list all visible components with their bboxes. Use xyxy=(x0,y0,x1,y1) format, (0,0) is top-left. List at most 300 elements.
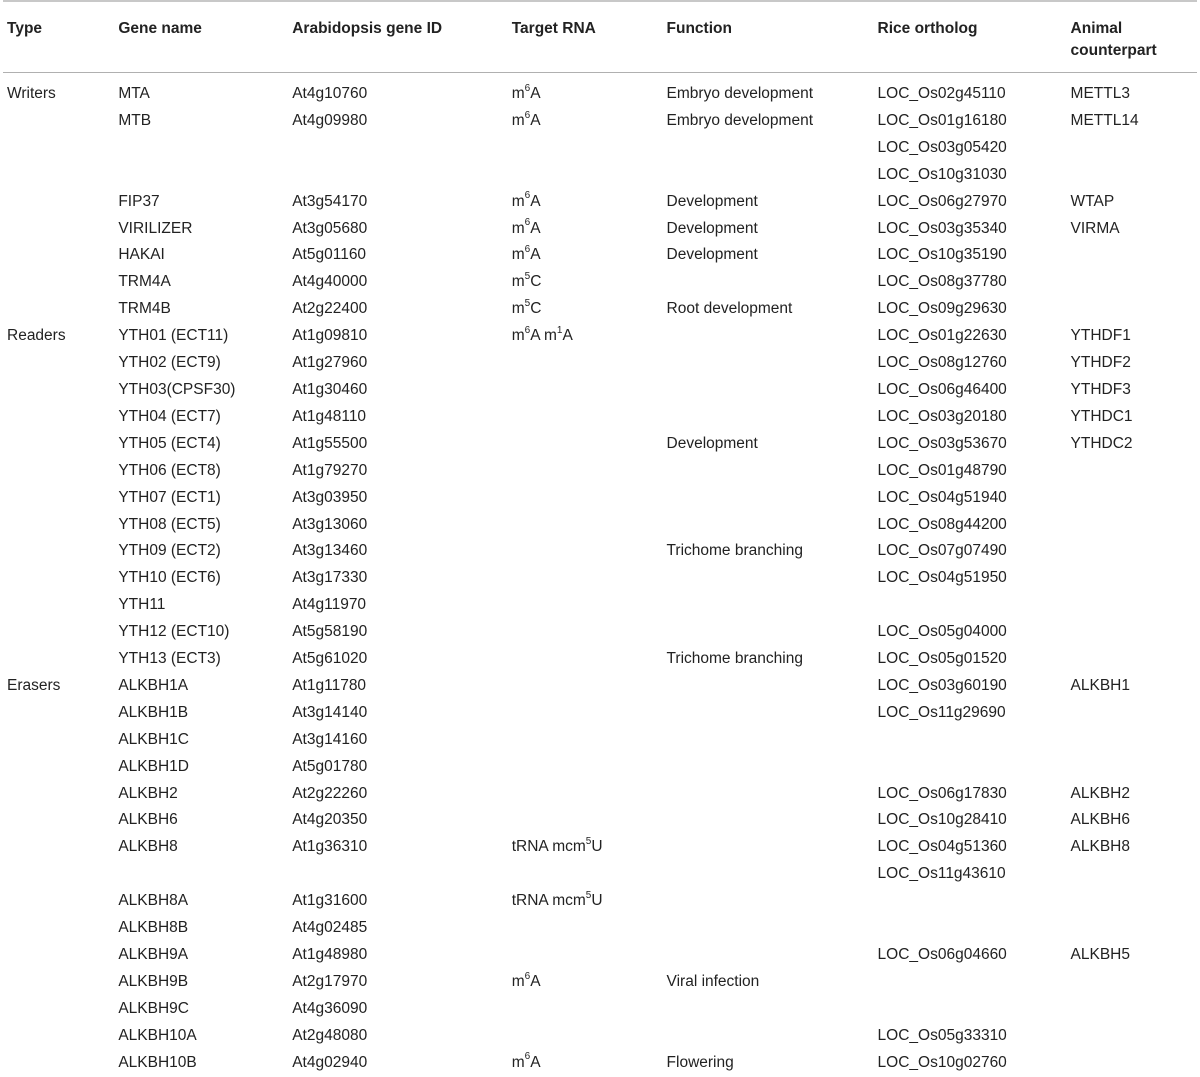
cell-gene-id: At4g09980 xyxy=(292,111,368,129)
cell-gene-name: ALKBH1B xyxy=(118,703,189,721)
cell-gene-name: VIRILIZER xyxy=(118,219,193,237)
table-row xyxy=(3,216,1197,243)
table-row xyxy=(3,458,1197,485)
cell-gene-name: ALKBH8 xyxy=(118,838,178,856)
cell-type xyxy=(3,807,114,834)
table-row xyxy=(3,996,1197,1023)
cell-type xyxy=(3,162,114,189)
cell-animal-counterpart: ALKBH8 xyxy=(1070,838,1130,856)
cell-rice-ortholog: LOC_Os11g43610 xyxy=(877,865,1006,883)
cell-gene-name xyxy=(114,135,288,162)
cell-target-rna xyxy=(508,861,663,888)
cell-type xyxy=(3,942,114,969)
cell-gene-name: YTH11 xyxy=(118,596,166,614)
cell-animal-counterpart xyxy=(1067,1050,1197,1077)
cell-animal-counterpart xyxy=(1067,754,1197,781)
cell-gene-name xyxy=(114,162,288,189)
cell-type xyxy=(3,135,114,162)
cell-rice-ortholog: LOC_Os05g01520 xyxy=(877,650,1007,668)
cell-animal-counterpart: YTHDC1 xyxy=(1070,407,1133,425)
header-target-rna: Target RNA xyxy=(508,1,663,73)
cell-animal-counterpart: METTL14 xyxy=(1070,111,1139,129)
cell-gene-name: ALKBH9C xyxy=(118,999,189,1017)
cell-target-rna xyxy=(508,592,663,619)
cell-function xyxy=(663,619,874,646)
cell-function: Flowering xyxy=(666,1053,734,1071)
cell-rice-ortholog: LOC_Os01g22630 xyxy=(877,327,1007,345)
cell-animal-counterpart xyxy=(1067,969,1197,996)
cell-gene-id: At1g48110 xyxy=(292,407,367,425)
table-row xyxy=(3,592,1197,619)
cell-gene-id: At2g17970 xyxy=(292,972,368,990)
cell-gene-name: YTH10 (ECT6) xyxy=(118,569,221,587)
cell-function xyxy=(663,377,874,404)
cell-rice-ortholog xyxy=(874,969,1067,996)
cell-rice-ortholog: LOC_Os01g16180 xyxy=(877,111,1007,129)
cell-function xyxy=(663,888,874,915)
cell-gene-id xyxy=(288,861,508,888)
cell-rice-ortholog: LOC_Os03g53670 xyxy=(877,434,1007,452)
cell-animal-counterpart xyxy=(1067,538,1197,565)
cell-function xyxy=(663,727,874,754)
cell-gene-id: At5g58190 xyxy=(292,623,368,641)
cell-function xyxy=(663,915,874,942)
cell-rice-ortholog: LOC_Os08g37780 xyxy=(877,273,1007,291)
cell-animal-counterpart xyxy=(1067,888,1197,915)
cell-target-rna xyxy=(508,135,663,162)
cell-target-rna xyxy=(508,1023,663,1050)
cell-type xyxy=(3,216,114,243)
cell-rice-ortholog: LOC_Os03g20180 xyxy=(877,407,1007,425)
cell-type xyxy=(3,1023,114,1050)
table-row xyxy=(3,619,1197,646)
cell-target-rna: $m^6A$ xyxy=(511,82,541,102)
cell-rice-ortholog: LOC_Os03g60190 xyxy=(877,676,1007,694)
cell-gene-id: At3g13060 xyxy=(292,515,368,533)
table-row xyxy=(3,73,1197,108)
cell-target-rna: $m^6A$ xyxy=(511,244,541,264)
cell-function: Root development xyxy=(666,300,793,318)
cell-gene-name: ALKBH9A xyxy=(118,946,189,963)
table-row xyxy=(3,781,1197,808)
cell-rice-ortholog: LOC_Os01g48790 xyxy=(877,461,1007,479)
cell-gene-id: At3g13460 xyxy=(292,542,368,560)
cell-target-rna xyxy=(508,646,663,673)
cell-rice-ortholog: LOC_Os07g07490 xyxy=(877,542,1007,560)
header-arabidopsis-gene-id: Arabidopsis gene ID xyxy=(288,1,508,73)
table-row xyxy=(3,242,1197,269)
cell-rice-ortholog: LOC_Os10g02760 xyxy=(877,1053,1007,1071)
cell-target-rna xyxy=(508,404,663,431)
cell-target-rna xyxy=(508,915,663,942)
cell-gene-id: At3g14160 xyxy=(292,730,368,748)
cell-gene-id: At3g14140 xyxy=(292,703,368,721)
cell-function: Development xyxy=(666,219,758,237)
cell-animal-counterpart xyxy=(1067,242,1197,269)
cell-gene-id: At2g22260 xyxy=(292,784,368,802)
cell-type xyxy=(3,458,114,485)
cell-type xyxy=(3,888,114,915)
cell-target-rna xyxy=(508,458,663,485)
gene-table xyxy=(3,0,1197,1077)
cell-function xyxy=(663,807,874,834)
cell-gene-id: At1g11780 xyxy=(292,676,367,694)
cell-type: Readers xyxy=(7,327,66,345)
cell-function xyxy=(663,1023,874,1050)
cell-target-rna xyxy=(508,350,663,377)
cell-gene-name: YTH08 (ECT5) xyxy=(118,515,221,533)
cell-gene-id: At2g22400 xyxy=(292,300,368,318)
cell-gene-name: ALKBH2 xyxy=(118,784,178,802)
cell-gene-id: At1g79270 xyxy=(292,461,368,479)
cell-function: Development xyxy=(666,192,758,210)
cell-type xyxy=(3,834,114,861)
header-function: Function xyxy=(663,1,874,73)
cell-animal-counterpart xyxy=(1067,727,1197,754)
cell-rice-ortholog: LOC_Os06g04660 xyxy=(877,946,1007,963)
table-row xyxy=(3,1023,1197,1050)
cell-type xyxy=(3,969,114,996)
cell-rice-ortholog xyxy=(874,754,1067,781)
cell-function xyxy=(663,834,874,861)
cell-function xyxy=(663,269,874,296)
cell-gene-name: YTH06 (ECT8) xyxy=(118,461,221,479)
cell-target-rna xyxy=(508,727,663,754)
table-row xyxy=(3,807,1197,834)
cell-animal-counterpart: ALKBH2 xyxy=(1070,784,1130,802)
table-header xyxy=(3,1,1197,73)
cell-function: Development xyxy=(666,434,758,452)
cell-gene-name: ALKBH1C xyxy=(118,730,189,748)
cell-gene-name: YTH01 (ECT11) xyxy=(118,327,229,345)
cell-target-rna: $m^6A$ xyxy=(511,217,541,237)
cell-target-rna xyxy=(508,754,663,781)
cell-rice-ortholog: LOC_Os06g17830 xyxy=(877,784,1007,802)
cell-animal-counterpart xyxy=(1067,565,1197,592)
table-row xyxy=(3,754,1197,781)
cell-type xyxy=(3,565,114,592)
cell-gene-id: At1g31600 xyxy=(292,892,368,910)
cell-function xyxy=(663,485,874,512)
cell-type xyxy=(3,538,114,565)
cell-rice-ortholog: LOC_Os10g35190 xyxy=(877,246,1007,264)
table-row xyxy=(3,269,1197,296)
cell-animal-counterpart: YTHDF1 xyxy=(1070,327,1131,345)
cell-gene-name: YTH07 (ECT1) xyxy=(118,488,221,506)
table-row xyxy=(3,162,1197,189)
cell-animal-counterpart: YTHDC2 xyxy=(1070,434,1133,452)
cell-function xyxy=(663,135,874,162)
cell-gene-id: At1g36310 xyxy=(292,838,368,856)
cell-function xyxy=(663,996,874,1023)
table-row xyxy=(3,323,1197,350)
cell-rice-ortholog: LOC_Os04g51950 xyxy=(877,569,1007,587)
cell-gene-id: At3g54170 xyxy=(292,192,368,210)
cell-rice-ortholog xyxy=(874,727,1067,754)
cell-gene-id: At4g11970 xyxy=(292,596,367,614)
cell-function: Embryo development xyxy=(666,85,813,102)
cell-animal-counterpart xyxy=(1067,1023,1197,1050)
cell-gene-name: YTH13 (ECT3) xyxy=(118,650,221,668)
cell-animal-counterpart xyxy=(1067,996,1197,1023)
cell-gene-name: TRM4A xyxy=(118,273,171,291)
cell-gene-name: ALKBH6 xyxy=(118,811,178,829)
cell-gene-id: At4g20350 xyxy=(292,811,368,829)
cell-function: Development xyxy=(666,246,758,264)
cell-type xyxy=(3,242,114,269)
table-row xyxy=(3,673,1197,700)
cell-gene-id: At5g61020 xyxy=(292,650,368,668)
cell-target-rna xyxy=(508,781,663,808)
cell-target-rna xyxy=(508,512,663,539)
cell-animal-counterpart: YTHDF3 xyxy=(1070,380,1131,398)
cell-animal-counterpart: METTL3 xyxy=(1070,85,1130,102)
cell-type xyxy=(3,646,114,673)
cell-target-rna xyxy=(508,377,663,404)
cell-gene-name: MTA xyxy=(118,85,150,102)
cell-rice-ortholog: LOC_Os02g45110 xyxy=(877,85,1006,102)
cell-gene-name xyxy=(114,861,288,888)
cell-target-rna: $m^6A$ xyxy=(511,109,541,129)
cell-animal-counterpart xyxy=(1067,700,1197,727)
cell-gene-id xyxy=(288,135,508,162)
cell-type xyxy=(3,189,114,216)
cell-gene-name: YTH05 (ECT4) xyxy=(118,434,221,452)
cell-animal-counterpart xyxy=(1067,646,1197,673)
cell-animal-counterpart: ALKBH5 xyxy=(1070,946,1130,963)
cell-rice-ortholog: LOC_Os04g51940 xyxy=(877,488,1007,506)
cell-gene-name: ALKBH1D xyxy=(118,757,189,775)
cell-rice-ortholog: LOC_Os10g28410 xyxy=(877,811,1007,829)
cell-animal-counterpart: ALKBH1 xyxy=(1070,676,1130,694)
cell-rice-ortholog: LOC_Os10g31030 xyxy=(877,165,1007,183)
cell-target-rna xyxy=(508,485,663,512)
cell-target-rna: $m^6A$ xyxy=(511,190,541,210)
cell-function xyxy=(663,673,874,700)
cell-function xyxy=(663,512,874,539)
cell-type xyxy=(3,861,114,888)
cell-gene-name: YTH03(CPSF30) xyxy=(118,380,236,398)
table-row xyxy=(3,942,1197,969)
table-row xyxy=(3,969,1197,996)
cell-function: Embryo development xyxy=(666,111,813,129)
cell-gene-id: At3g17330 xyxy=(292,569,368,587)
cell-gene-id: At5g01160 xyxy=(292,246,367,264)
cell-gene-name: HAKAI xyxy=(118,246,165,264)
cell-gene-name: ALKBH10A xyxy=(118,1026,197,1044)
cell-rice-ortholog xyxy=(874,888,1067,915)
cell-target-rna xyxy=(508,807,663,834)
cell-rice-ortholog: LOC_Os04g51360 xyxy=(877,838,1007,856)
cell-target-rna: tRNA mcm$^5$U xyxy=(511,836,603,856)
table-row xyxy=(3,565,1197,592)
cell-animal-counterpart: YTHDF2 xyxy=(1070,354,1131,372)
table-row xyxy=(3,350,1197,377)
cell-function: Trichome branching xyxy=(666,542,803,560)
table-row xyxy=(3,512,1197,539)
cell-target-rna: $m^6A$ $m^1A$ xyxy=(511,325,573,345)
cell-target-rna: tRNA mcm$^5$U xyxy=(511,890,603,910)
cell-target-rna xyxy=(508,700,663,727)
table-row xyxy=(3,108,1197,135)
cell-gene-id xyxy=(288,162,508,189)
cell-gene-name: FIP37 xyxy=(118,192,160,210)
cell-type xyxy=(3,485,114,512)
table-row xyxy=(3,1050,1197,1077)
cell-animal-counterpart xyxy=(1067,269,1197,296)
cell-gene-name: YTH09 (ECT2) xyxy=(118,542,221,560)
cell-gene-id: At1g55500 xyxy=(292,434,368,452)
cell-gene-id: At2g48080 xyxy=(292,1026,368,1044)
header-row xyxy=(3,1,1197,73)
cell-type xyxy=(3,404,114,431)
cell-target-rna xyxy=(508,162,663,189)
cell-target-rna xyxy=(508,565,663,592)
header-type: Type xyxy=(3,1,114,73)
cell-gene-name: ALKBH1A xyxy=(118,676,189,694)
cell-animal-counterpart: WTAP xyxy=(1070,192,1115,210)
cell-type xyxy=(3,108,114,135)
cell-animal-counterpart xyxy=(1067,135,1197,162)
cell-function xyxy=(663,565,874,592)
cell-rice-ortholog: LOC_Os08g44200 xyxy=(877,515,1007,533)
cell-function xyxy=(663,700,874,727)
cell-target-rna xyxy=(508,538,663,565)
cell-target-rna xyxy=(508,996,663,1023)
cell-animal-counterpart xyxy=(1067,619,1197,646)
cell-rice-ortholog: LOC_Os11g29690 xyxy=(877,703,1006,721)
cell-function xyxy=(663,861,874,888)
cell-gene-id: At5g01780 xyxy=(292,757,368,775)
table-row xyxy=(3,135,1197,162)
cell-target-rna: $m^6A$ xyxy=(511,1051,541,1071)
cell-rice-ortholog: LOC_Os06g27970 xyxy=(877,192,1007,210)
cell-rice-ortholog: LOC_Os09g29630 xyxy=(877,300,1007,318)
cell-rice-ortholog xyxy=(874,915,1067,942)
cell-function xyxy=(663,781,874,808)
cell-type xyxy=(3,592,114,619)
cell-gene-id: At4g40000 xyxy=(292,273,368,291)
table-row xyxy=(3,189,1197,216)
cell-gene-name: ALKBH8A xyxy=(118,892,189,910)
cell-target-rna xyxy=(508,619,663,646)
cell-animal-counterpart: VIRMA xyxy=(1070,219,1120,237)
cell-type xyxy=(3,1050,114,1077)
header-animal-counterpart: Animal counterpart xyxy=(1067,1,1197,73)
cell-function: Viral infection xyxy=(666,972,760,990)
table-row xyxy=(3,296,1197,323)
cell-gene-id: At3g05680 xyxy=(292,219,368,237)
cell-animal-counterpart xyxy=(1067,915,1197,942)
cell-animal-counterpart xyxy=(1067,592,1197,619)
cell-type: Writers xyxy=(7,85,56,102)
cell-type xyxy=(3,269,114,296)
cell-gene-id: At4g02485 xyxy=(292,919,368,937)
cell-function xyxy=(663,350,874,377)
cell-gene-id: At3g03950 xyxy=(292,488,368,506)
cell-gene-name: YTH04 (ECT7) xyxy=(118,407,221,425)
cell-target-rna xyxy=(508,942,663,969)
cell-animal-counterpart xyxy=(1067,458,1197,485)
table-row xyxy=(3,700,1197,727)
table-row xyxy=(3,915,1197,942)
cell-type xyxy=(3,431,114,458)
table-row xyxy=(3,404,1197,431)
cell-type xyxy=(3,727,114,754)
cell-function xyxy=(663,404,874,431)
table-body xyxy=(3,73,1197,1077)
cell-rice-ortholog: LOC_Os03g05420 xyxy=(877,138,1007,156)
table-row xyxy=(3,485,1197,512)
table-row xyxy=(3,646,1197,673)
cell-type xyxy=(3,781,114,808)
cell-function xyxy=(663,592,874,619)
cell-gene-name: MTB xyxy=(118,111,152,129)
cell-rice-ortholog xyxy=(874,592,1067,619)
cell-function: Trichome branching xyxy=(666,650,803,668)
cell-animal-counterpart: ALKBH6 xyxy=(1070,811,1130,829)
cell-type xyxy=(3,619,114,646)
cell-gene-id: At1g09810 xyxy=(292,327,368,345)
cell-gene-id: At1g27960 xyxy=(292,354,368,372)
cell-target-rna: $m^6A$ xyxy=(511,970,541,990)
header-rice-ortholog: Rice ortholog xyxy=(874,1,1067,73)
cell-rice-ortholog: LOC_Os05g33310 xyxy=(877,1026,1007,1044)
cell-target-rna xyxy=(508,431,663,458)
table-row xyxy=(3,431,1197,458)
cell-type xyxy=(3,754,114,781)
cell-rice-ortholog: LOC_Os06g46400 xyxy=(877,380,1007,398)
cell-function xyxy=(663,754,874,781)
cell-function xyxy=(663,323,874,350)
table-row xyxy=(3,377,1197,404)
cell-gene-name: YTH02 (ECT9) xyxy=(118,354,221,372)
cell-type xyxy=(3,350,114,377)
cell-target-rna xyxy=(508,673,663,700)
cell-gene-name: ALKBH8B xyxy=(118,919,189,937)
cell-type xyxy=(3,700,114,727)
cell-animal-counterpart xyxy=(1067,296,1197,323)
cell-gene-id: At1g30460 xyxy=(292,380,368,398)
cell-gene-name: YTH12 (ECT10) xyxy=(118,623,230,641)
cell-type xyxy=(3,512,114,539)
cell-gene-id: At4g36090 xyxy=(292,999,368,1017)
table-row xyxy=(3,538,1197,565)
cell-rice-ortholog: LOC_Os03g35340 xyxy=(877,219,1007,237)
cell-rice-ortholog: LOC_Os05g04000 xyxy=(877,623,1007,641)
table-row xyxy=(3,834,1197,861)
cell-gene-id: At1g48980 xyxy=(292,946,368,963)
cell-type xyxy=(3,996,114,1023)
cell-rice-ortholog xyxy=(874,996,1067,1023)
table-row xyxy=(3,861,1197,888)
cell-target-rna: $m^5C$ xyxy=(511,271,542,291)
cell-animal-counterpart xyxy=(1067,512,1197,539)
cell-animal-counterpart xyxy=(1067,485,1197,512)
cell-animal-counterpart xyxy=(1067,861,1197,888)
table-row xyxy=(3,727,1197,754)
cell-function xyxy=(663,162,874,189)
cell-gene-name: TRM4B xyxy=(118,300,171,318)
cell-gene-name: ALKBH9B xyxy=(118,972,189,990)
cell-gene-id: At4g02940 xyxy=(292,1053,368,1071)
cell-animal-counterpart xyxy=(1067,162,1197,189)
cell-type xyxy=(3,296,114,323)
cell-function xyxy=(663,458,874,485)
cell-type xyxy=(3,377,114,404)
cell-type: Erasers xyxy=(7,676,61,694)
cell-gene-id: At4g10760 xyxy=(292,85,368,102)
